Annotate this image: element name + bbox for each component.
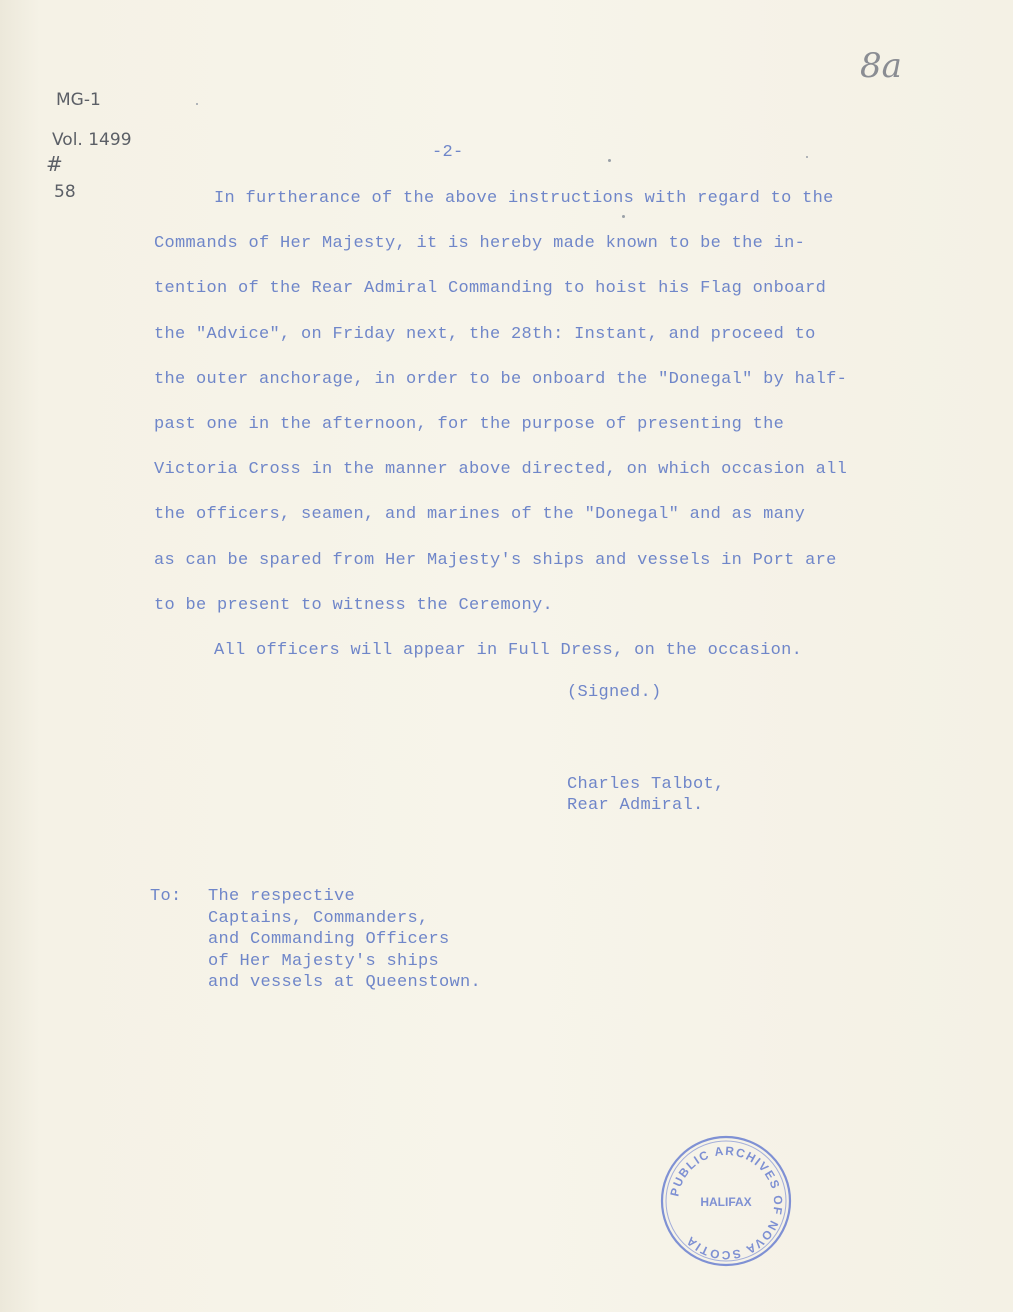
body-line: as can be spared from Her Majesty's ships and vessels in Port are (154, 550, 837, 570)
recipient-line: The respective (208, 887, 356, 906)
signatory-title: Rear Admiral. (567, 796, 704, 815)
archive-mark-line3: # (46, 152, 63, 176)
recipients-block (150, 886, 481, 994)
recipients-label: To: (150, 887, 182, 906)
archives-stamp (656, 1133, 796, 1268)
stamp-ring-text: PUBLIC ARCHIVES OF NOVA SCOTIA (667, 1143, 786, 1263)
recipient-line: Captains, Commanders, (208, 908, 429, 928)
recipient-line: of Her Majesty's ships (208, 951, 440, 971)
body-line: Victoria Cross in the manner above directed, on which occasion all (154, 460, 848, 480)
archive-mark-line1: MG-1 (56, 90, 101, 110)
body-line: tention of the Rear Admiral Commanding to hoist his Flag onboard (154, 279, 827, 299)
ink-speck (196, 103, 198, 105)
ink-speck (622, 215, 625, 218)
archive-mark-line4: 58 (54, 182, 76, 202)
stamp-center-text: HALIFAX (700, 1195, 752, 1209)
body-line: Commands of Her Majesty, it is hereby made known to be the in- (154, 234, 806, 254)
body-line: the "Advice", on Friday next, the 28th: Instant, and proceed to (154, 324, 816, 344)
recipient-line: and Commanding Officers (208, 930, 450, 949)
body-line: the outer anchorage, in order to be onboard the "Donegal" by half- (154, 369, 848, 389)
recipient-line: and vessels at Queenstown. (208, 973, 482, 992)
body-text (154, 176, 954, 673)
ink-speck (608, 159, 611, 162)
stamp-graphic (656, 1133, 796, 1268)
signed-note: (Signed.) (567, 683, 662, 702)
signature-block (567, 774, 725, 816)
body-line: the officers, seamen, and marines of the "Donegal" and as many (154, 505, 806, 525)
signatory-name: Charles Talbot, (567, 775, 725, 794)
page-reference: 8a (860, 46, 902, 86)
body-line: to be present to witness the Ceremony. (154, 595, 554, 615)
closing-line: All officers will appear in Full Dress, on the occasion. (214, 640, 803, 660)
page-number: -2- (432, 143, 464, 162)
body-line: past one in the afternoon, for the purpose of presenting the (154, 414, 785, 434)
ink-speck (806, 156, 808, 158)
body-line: In furtherance of the above instructions with regard to the (214, 189, 834, 208)
archive-mark-line2: Vol. 1499 (52, 130, 132, 150)
